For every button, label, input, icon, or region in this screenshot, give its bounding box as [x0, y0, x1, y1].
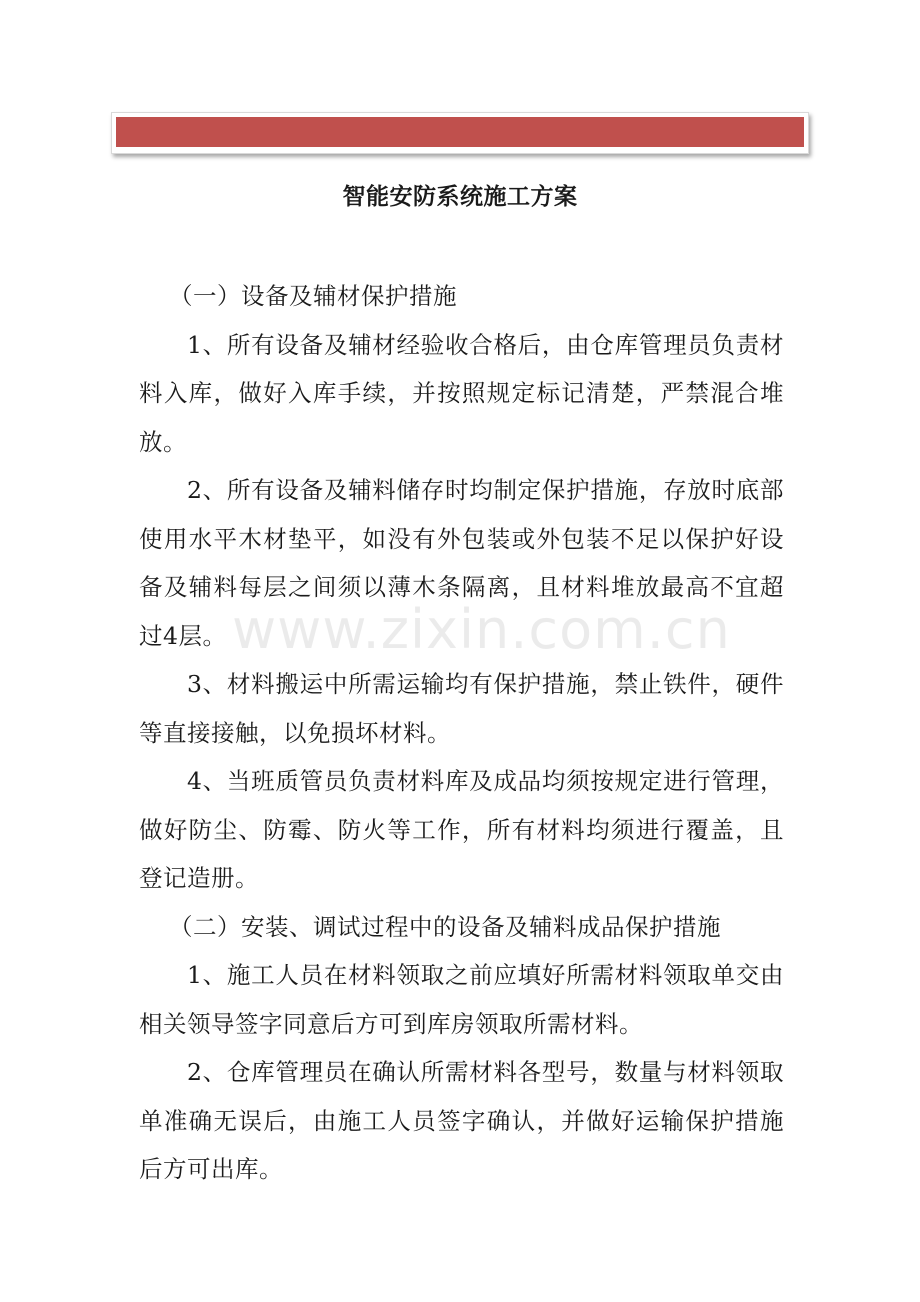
paragraph: 4、当班质管员负责材料库及成品均须按规定进行管理，做好防尘、防霉、防火等工作，所有材料均须进行覆盖，且登记造册。 — [139, 767, 784, 892]
document-body — [139, 272, 784, 1194]
watermark-text: www.zixin.com.cn — [232, 598, 731, 661]
section-heading: （一）设备及辅材保护措施 — [169, 282, 457, 310]
paragraph: 2、仓库管理员在确认所需材料各型号，数量与材料领取单准确无误后，由施工人员签字确认，并做好运输保护措施后方可出库。 — [139, 1058, 784, 1183]
header-banner-fill — [116, 117, 804, 147]
paragraph: 3、材料搬运中所需运输均有保护措施，禁止铁件，硬件等直接接触，以免损坏材料。 — [139, 670, 784, 747]
paragraph: 1、所有设备及辅材经验收合格后，由仓库管理员负责材料入库，做好入库手续，并按照规定标记清楚，严禁混合堆放。 — [139, 330, 784, 456]
paragraph: 2、所有设备及辅料储存时均制定保护措施，存放时底部使用水平木材垫平，如没有外包装或外包装不足以保护好设备及辅料每层之间须以薄木条隔离，且材料堆放最高不宜超过4层。 — [139, 476, 784, 650]
section-heading: （二）安装、调试过程中的设备及辅料成品保护措施 — [169, 912, 721, 941]
header-banner — [111, 112, 809, 154]
paragraph: 1、施工人员在材料领取之前应填好所需材料领取单交由相关领导签字同意后方可到库房领取所需材料。 — [139, 961, 784, 1038]
document-title: 智能安防系统施工方案 — [342, 184, 578, 210]
